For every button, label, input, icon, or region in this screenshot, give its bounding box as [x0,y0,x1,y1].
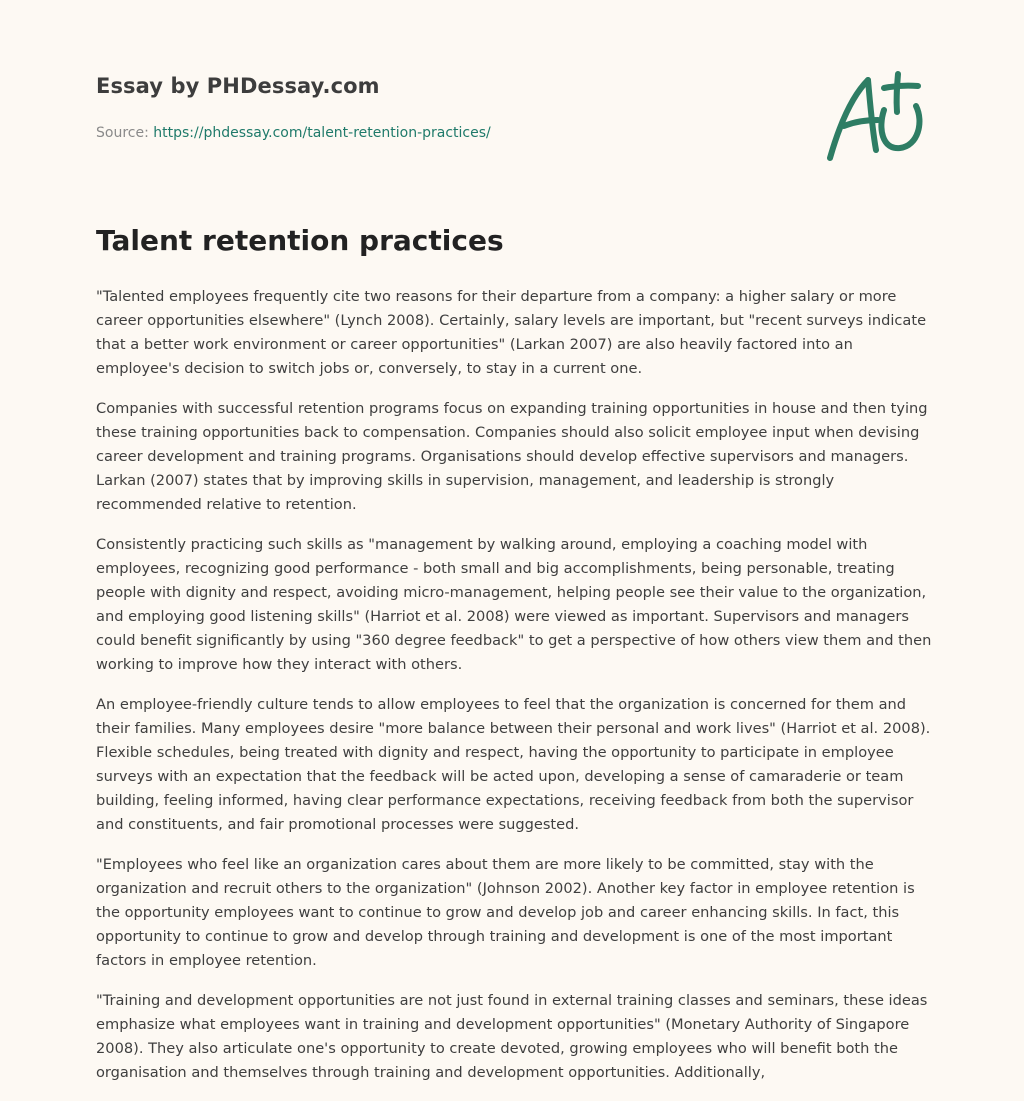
source-line [96,125,796,141]
paragraph: Companies with successful retention programs focus on expanding training opportunities in house and then tying these training opportunities back to compensation. Companies should also solicit employee input when devising career development and training programs. Organisations should develop effective supervisors and managers. Larkan (2007) states that by improving skills in supervision, management, and leadership is strongly recommended relative to retention. [96,400,928,513]
site-title: Essay by PHDessay.com [96,74,380,98]
source-label: Source: [96,125,149,141]
paragraph: "Training and development opportunities are not just found in external training classes and seminars, these ideas emphasize what employees want in training and development opportunities" (Monetary Authority of Singapore 2008). They also articulate one's opportunity to create devoted, growing employees who will benefit both the organisation and themselves through training and development opportunities. Additionally, [96,992,928,1081]
paragraph: "Employees who feel like an organization cares about them are more likely to be committed, stay with the organization and recruit others to the organization" (Johnson 2002). Another key factor in employee retention is the opportunity employees want to continue to grow and develop job and career enhancing skills. In fact, this opportunity to continue to grow and develop through training and development is one of the most important factors in employee retention. [96,856,915,969]
article-title: Talent retention practices [96,224,504,257]
source-link[interactable]: https://phdessay.com/talent-retention-practices/ [153,125,491,141]
paragraph: "Talented employees frequently cite two reasons for their departure from a company: a higher salary or more career opportunities elsewhere" (Lynch 2008). Certainly, salary levels are important, but "recent surveys indicate that a better work environment or career opportunities" (Larkan 2007) are also heavily factored into an employee's decision to switch jobs or, conversely, to stay in a current one. [96,288,927,377]
paragraph: An employee-friendly culture tends to allow employees to feel that the organization is concerned for them and their families. Many employees desire "more balance between their personal and work lives" (Harriot et al. 2008). Flexible schedules, being treated with dignity and respect, having the opportunity to participate in employee surveys with an expectation that the feedback will be acted upon, developing a sense of camaraderie or team building, feeling informed, having clear performance expectations, receiving feedback from both the supervisor and constituents, and fair promotional processes were suggested. [96,696,931,833]
header [96,74,796,141]
a-plus-grade-icon [820,66,930,166]
article-body [96,285,932,1101]
paragraph: Consistently practicing such skills as "management by walking around, employing a coaching model with employees, recognizing good performance - both small and big accomplishments, being personable, treating people with dignity and respect, avoiding micro-management, helping people see their value to the organization, and employing good listening skills" (Harriot et al. 2008) were viewed as important. Supervisors and managers could benefit significantly by using "360 degree feedback" to get a perspective of how others view them and then working to improve how they interact with others. [96,536,932,673]
